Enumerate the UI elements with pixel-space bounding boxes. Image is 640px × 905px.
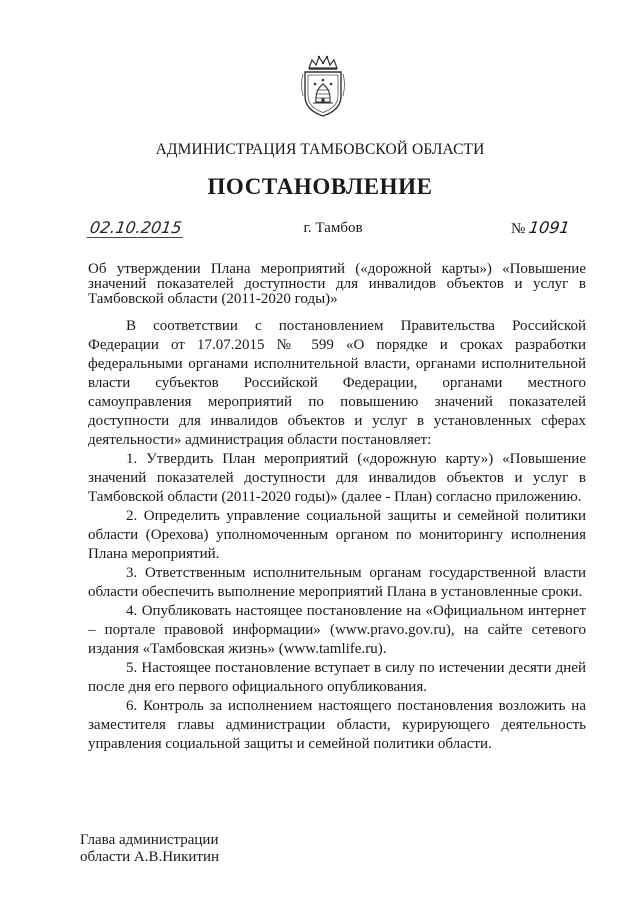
- paragraph-preamble: В соответствии с постановлением Правительства Российской Федерации от 17.07.2015 № 599 «О порядке и сроках разработки федеральными органами исполнительной власти, органами исполнительной власти субъектов Российской Федерации, органами местного самоуправления мероприятий по повышению значений показателей доступности для инвалидов объектов и услуг в установленных сферах деятельности» администрация области постановляет:: [88, 318, 586, 448]
- paragraph-3: 3. Ответственным исполнительным органам государственной власти области обеспечить выполнение мероприятий Плана в установленные сроки.: [88, 565, 586, 600]
- signature-line-2: области А.В.Никитин: [80, 849, 220, 865]
- coat-of-arms-icon: [299, 54, 347, 118]
- paragraph-5: 5. Настоящее постановление вступает в силу по истечении десяти дней после дня его первого официального опубликования.: [88, 660, 586, 695]
- document-number: [511, 218, 570, 238]
- document-subject: Об утверждении Плана мероприятий («дорожной карты») «Повышение значений показателей доступности для инвалидов объектов и услуг в Тамбовской области (2011-2020 годы)»: [88, 261, 586, 307]
- document-meta-row: [88, 218, 578, 242]
- signature-block: [80, 832, 219, 866]
- number-sign: №: [510, 221, 526, 237]
- document-date: 02.10.2015: [87, 218, 185, 238]
- paragraph-4: 4. Опубликовать настоящее постановление на «Официальном интернет – портале правовой информации» (www.pravo.gov.ru), на сайте сетевого издания «Тамбовская жизнь» (www.tamlife.ru).: [88, 603, 586, 657]
- paragraph-2: 2. Определить управление социальной защиты и семейной политики области (Орехова) уполномоченным органом по мониторингу исполнения Плана мероприятий.: [88, 508, 586, 562]
- document-city: г. Тамбов: [303, 220, 363, 236]
- paragraph-1: 1. Утвердить План мероприятий («дорожную карту») «Повышение значений показателей доступности для инвалидов объектов и услуг в Тамбовской области (2011-2020 годы)» (далее - План) согласно приложению.: [88, 451, 586, 505]
- signature-line-1: Глава администрации: [80, 832, 219, 848]
- document-body: [88, 317, 586, 754]
- organization-title: АДМИНИСТРАЦИЯ ТАМБОВСКОЙ ОБЛАСТИ: [155, 141, 485, 158]
- number-value: 1091: [527, 218, 572, 237]
- paragraph-6: 6. Контроль за исполнением настоящего постановления возложить на заместителя главы администрации области, курирующего деятельность управления социальной защиты и семейной политики области.: [88, 698, 586, 752]
- document-type-title: ПОСТАНОВЛЕНИЕ: [207, 174, 433, 199]
